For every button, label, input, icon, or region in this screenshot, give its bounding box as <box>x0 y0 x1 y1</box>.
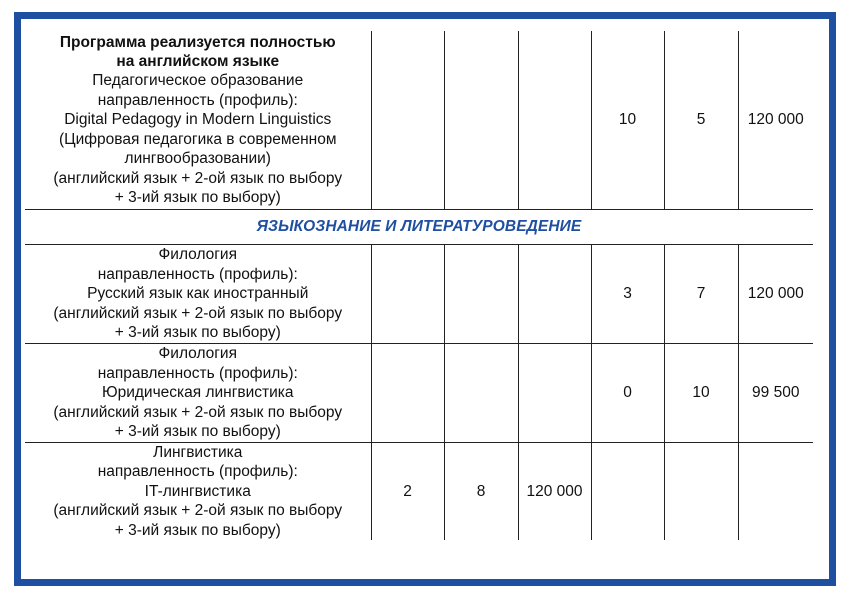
value-cell <box>444 245 518 344</box>
program-profile-line: направленность (профиль): <box>97 265 298 283</box>
table-row <box>25 443 813 541</box>
value-cell: 120 000 <box>738 31 813 210</box>
table-row <box>25 31 813 210</box>
table-row <box>25 245 813 344</box>
value-cell <box>444 344 518 443</box>
value-cell: 10 <box>591 31 664 210</box>
value-cell <box>518 31 591 210</box>
program-languages-line: + 3-ий язык по выбору) <box>114 188 281 206</box>
section-row <box>25 210 813 245</box>
program-name-line: Педагогическое образование <box>92 72 304 90</box>
value-cell: 8 <box>444 443 518 541</box>
program-languages-line: + 3-ий язык по выбору) <box>114 423 281 441</box>
program-profile-name: (Цифровая педагогика в современном <box>58 130 337 148</box>
program-languages-line: (английский язык + 2-ой язык по выбору <box>53 304 343 322</box>
program-name-line: Филология <box>158 246 237 264</box>
value-cell <box>738 443 813 541</box>
program-note-line: на английском языке <box>116 53 280 71</box>
program-languages-line: (английский язык + 2-ой язык по выбору <box>53 403 343 421</box>
program-note-line: Программа реализуется полностью <box>59 33 336 51</box>
value-cell: 7 <box>664 245 738 344</box>
program-languages-line: (английский язык + 2-ой язык по выбору <box>53 169 343 187</box>
program-profile-name: лингвообразовании) <box>124 150 271 168</box>
program-profile-line: направленность (профиль): <box>97 364 298 382</box>
value-cell <box>591 443 664 541</box>
program-profile-line: направленность (профиль): <box>97 463 298 481</box>
program-profile-name: Digital Pedagogy in Modern Linguistics <box>64 111 332 129</box>
program-name-line: Лингвистика <box>153 444 243 461</box>
program-languages-line: (английский язык + 2-ой язык по выбору <box>53 502 343 520</box>
program-name-cell <box>25 344 371 443</box>
value-cell: 120 000 <box>518 443 591 541</box>
value-cell <box>371 344 444 443</box>
section-heading: ЯЗЫКОЗНАНИЕ И ЛИТЕРАТУРОВЕДЕНИЕ <box>25 210 813 245</box>
value-cell: 10 <box>664 344 738 443</box>
program-name-cell <box>25 443 371 541</box>
program-languages-line: + 3-ий язык по выбору) <box>114 521 281 539</box>
program-name-cell <box>25 245 371 344</box>
value-cell: 0 <box>591 344 664 443</box>
value-cell: 120 000 <box>738 245 813 344</box>
table-row <box>25 344 813 443</box>
value-cell <box>371 31 444 210</box>
value-cell <box>371 245 444 344</box>
program-languages-line: + 3-ий язык по выбору) <box>114 324 281 342</box>
program-name-line: Филология <box>158 345 237 363</box>
program-profile-name: IT-лингвистика <box>144 482 251 500</box>
value-cell <box>518 344 591 443</box>
program-profile-line: направленность (профиль): <box>97 91 298 109</box>
value-cell: 3 <box>591 245 664 344</box>
value-cell <box>444 31 518 210</box>
program-profile-name: Юридическая лингвистика <box>101 384 294 402</box>
program-name-cell <box>25 31 371 210</box>
program-profile-name: Русский язык как иностранный <box>87 285 309 303</box>
value-cell <box>664 443 738 541</box>
value-cell: 99 500 <box>738 344 813 443</box>
value-cell: 5 <box>664 31 738 210</box>
value-cell <box>518 245 591 344</box>
value-cell: 2 <box>371 443 444 541</box>
programs-table <box>25 31 813 540</box>
